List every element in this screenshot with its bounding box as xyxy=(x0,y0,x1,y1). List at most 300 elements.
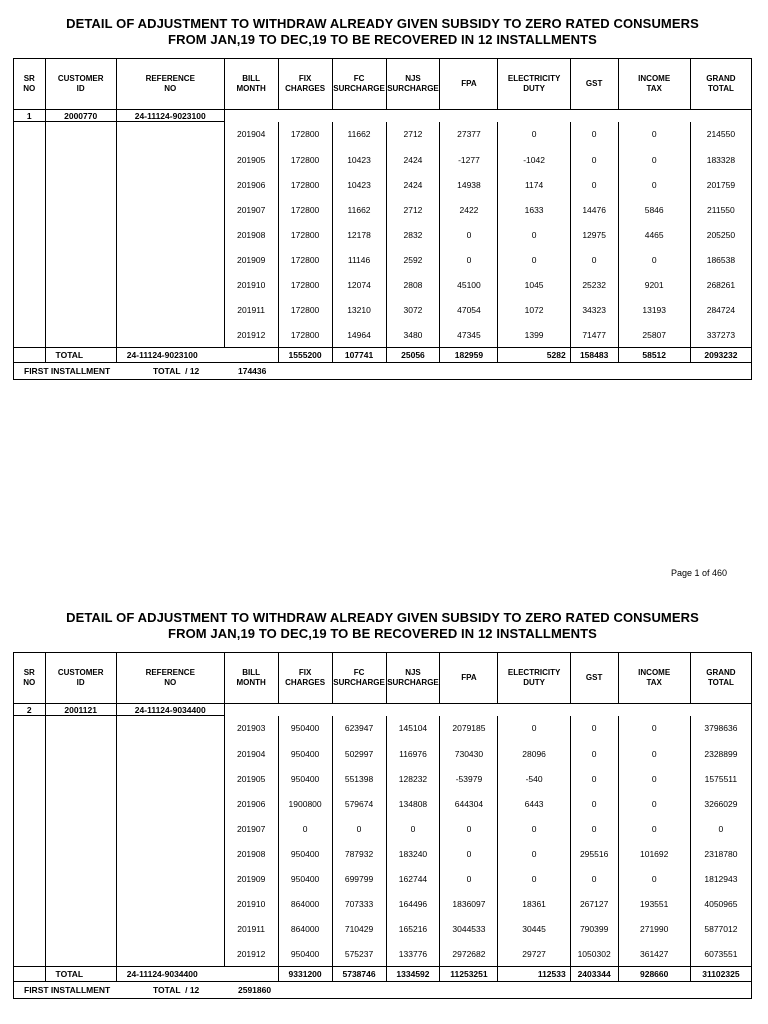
table-row xyxy=(14,147,752,172)
table-row xyxy=(14,941,752,967)
empty-cell xyxy=(45,716,116,742)
total-njs: 1334592 xyxy=(386,967,440,982)
total-gst: 2403344 xyxy=(570,967,618,982)
cell-bill: 201907 xyxy=(224,816,278,841)
cell-fpa: 14938 xyxy=(440,172,498,197)
customer-row-filler xyxy=(224,704,751,716)
total-grand: 31102325 xyxy=(690,967,751,982)
cell-bill: 201907 xyxy=(224,197,278,222)
total-fpa: 11253251 xyxy=(440,967,498,982)
cell-fc: 707333 xyxy=(332,891,386,916)
total-fc: 5738746 xyxy=(332,967,386,982)
empty-cell xyxy=(14,172,46,197)
column-header-grand xyxy=(690,653,751,704)
column-header-fix xyxy=(278,59,332,110)
cell-njs: 134808 xyxy=(386,791,440,816)
cell-fix: 0 xyxy=(278,816,332,841)
cell-bill: 201912 xyxy=(224,322,278,348)
empty-cell xyxy=(14,766,46,791)
cell-bill: 201903 xyxy=(224,716,278,742)
empty-cell xyxy=(116,172,224,197)
table-row xyxy=(14,841,752,866)
empty-cell xyxy=(14,816,46,841)
cell-njs: 183240 xyxy=(386,841,440,866)
column-header-fc xyxy=(332,59,386,110)
column-header-line: CUSTOMER xyxy=(57,668,104,677)
cell-fix: 172800 xyxy=(278,222,332,247)
total-fix: 1555200 xyxy=(278,348,332,363)
column-header-fpa: FPA xyxy=(440,59,498,110)
cell-fix: 1900800 xyxy=(278,791,332,816)
installment-amount: 174436 xyxy=(238,366,267,376)
column-header-line: DUTY xyxy=(523,678,545,687)
cell-bill: 201908 xyxy=(224,841,278,866)
empty-cell xyxy=(14,147,46,172)
empty-cell xyxy=(116,322,224,348)
total-elec: 5282 xyxy=(498,348,570,363)
cell-grand: 2328899 xyxy=(690,741,751,766)
total-gst: 158483 xyxy=(570,348,618,363)
column-header-line: FC xyxy=(353,74,365,83)
empty-cell xyxy=(45,791,116,816)
empty-cell xyxy=(14,348,46,363)
cell-fc: 12074 xyxy=(332,272,386,297)
column-header-ref xyxy=(116,653,224,704)
column-header-grand xyxy=(690,59,751,110)
empty-cell xyxy=(116,272,224,297)
cell-fix: 172800 xyxy=(278,147,332,172)
cell-njs: 3072 xyxy=(386,297,440,322)
cell-bill: 201906 xyxy=(224,791,278,816)
empty-cell xyxy=(14,322,46,348)
column-header-sr xyxy=(14,653,46,704)
customer-row xyxy=(14,704,752,716)
column-header-cust xyxy=(45,59,116,110)
cell-tax: 0 xyxy=(618,172,690,197)
cell-fpa: 644304 xyxy=(440,791,498,816)
cell-gst: 0 xyxy=(570,866,618,891)
cell-fpa: 47345 xyxy=(440,322,498,348)
column-header-gst: GST xyxy=(570,59,618,110)
cell-elec: 1633 xyxy=(498,197,570,222)
column-header-line: INCOME xyxy=(638,668,671,677)
cell-fc: 579674 xyxy=(332,791,386,816)
cell-grand: 205250 xyxy=(690,222,751,247)
cell-fc: 10423 xyxy=(332,172,386,197)
table-header-row xyxy=(14,59,752,110)
cell-elec: 0 xyxy=(498,841,570,866)
total-reference: 24-11124-9023100 xyxy=(116,348,278,363)
cell-gst: 1050302 xyxy=(570,941,618,967)
cell-fix: 172800 xyxy=(278,197,332,222)
column-header-gst: GST xyxy=(570,653,618,704)
empty-cell xyxy=(116,147,224,172)
cell-fc: 10423 xyxy=(332,147,386,172)
column-header-ref xyxy=(116,59,224,110)
column-header-line: DUTY xyxy=(523,84,545,93)
cell-njs: 2424 xyxy=(386,172,440,197)
cell-bill: 201911 xyxy=(224,297,278,322)
cell-fpa: 27377 xyxy=(440,122,498,148)
column-header-line: TOTAL xyxy=(707,84,734,93)
cell-tax: 4465 xyxy=(618,222,690,247)
total-fc: 107741 xyxy=(332,348,386,363)
empty-cell xyxy=(116,841,224,866)
cell-njs: 2712 xyxy=(386,197,440,222)
cell-grand: 1575511 xyxy=(690,766,751,791)
cell-fc: 12178 xyxy=(332,222,386,247)
table-row xyxy=(14,322,752,348)
cell-fc: 787932 xyxy=(332,841,386,866)
total-elec: 112533 xyxy=(498,967,570,982)
cell-gst: 0 xyxy=(570,147,618,172)
empty-cell xyxy=(14,841,46,866)
cell-fix: 950400 xyxy=(278,741,332,766)
cell-tax: 0 xyxy=(618,147,690,172)
empty-cell xyxy=(45,122,116,148)
cell-tax: 0 xyxy=(618,766,690,791)
column-header-line: GRAND xyxy=(706,668,736,677)
cell-grand: 3266029 xyxy=(690,791,751,816)
reference-no: 24-11124-9023100 xyxy=(116,110,224,122)
table-row xyxy=(14,716,752,742)
column-header-cust xyxy=(45,653,116,704)
cell-fpa: -53979 xyxy=(440,766,498,791)
column-header-line: FIX xyxy=(298,74,312,83)
cell-elec: 0 xyxy=(498,122,570,148)
cell-bill: 201910 xyxy=(224,891,278,916)
cell-gst: 295516 xyxy=(570,841,618,866)
cell-grand: 0 xyxy=(690,816,751,841)
cell-tax: 25807 xyxy=(618,322,690,348)
cell-njs: 2832 xyxy=(386,222,440,247)
cell-njs: 133776 xyxy=(386,941,440,967)
column-header-line: SURCHARGE xyxy=(333,84,385,93)
cell-njs: 2592 xyxy=(386,247,440,272)
column-header-line: NJS xyxy=(405,668,421,677)
cell-grand: 211550 xyxy=(690,197,751,222)
first-installment-label: FIRST INSTALLMENT xyxy=(24,985,111,995)
cell-grand: 186538 xyxy=(690,247,751,272)
cell-tax: 0 xyxy=(618,247,690,272)
report-title: DETAIL OF ADJUSTMENT TO WITHDRAW ALREADY GIVEN SUBSIDY TO ZERO RATED CONSUMERS xyxy=(66,16,699,31)
column-header-line: NO xyxy=(23,678,36,687)
cell-gst: 71477 xyxy=(570,322,618,348)
cell-njs: 116976 xyxy=(386,741,440,766)
report-subtitle: FROM JAN,19 TO DEC,19 TO BE RECOVERED IN 12 INSTALLMENTS xyxy=(168,32,597,47)
cell-bill: 201906 xyxy=(224,172,278,197)
total-grand: 2093232 xyxy=(690,348,751,363)
empty-cell xyxy=(45,841,116,866)
cell-njs: 3480 xyxy=(386,322,440,348)
table-row xyxy=(14,272,752,297)
column-header-line: TAX xyxy=(646,84,662,93)
cell-grand: 183328 xyxy=(690,147,751,172)
cell-elec: 1045 xyxy=(498,272,570,297)
first-installment-row xyxy=(13,982,752,999)
cell-elec: 0 xyxy=(498,816,570,841)
column-header-line: ID xyxy=(76,84,85,93)
column-header-line: REFERENCE xyxy=(145,668,195,677)
empty-cell xyxy=(45,272,116,297)
empty-cell xyxy=(116,741,224,766)
cell-grand: 337273 xyxy=(690,322,751,348)
cell-fpa: 2079185 xyxy=(440,716,498,742)
cell-njs: 2808 xyxy=(386,272,440,297)
cell-fix: 950400 xyxy=(278,841,332,866)
empty-cell xyxy=(116,247,224,272)
report-title: DETAIL OF ADJUSTMENT TO WITHDRAW ALREADY GIVEN SUBSIDY TO ZERO RATED CONSUMERS xyxy=(66,610,699,625)
column-header-line: BILL xyxy=(242,74,261,83)
column-header-line: BILL xyxy=(242,668,261,677)
cell-grand: 6073551 xyxy=(690,941,751,967)
cell-fpa: -1277 xyxy=(440,147,498,172)
cell-tax: 0 xyxy=(618,866,690,891)
empty-cell xyxy=(116,222,224,247)
cell-bill: 201905 xyxy=(224,766,278,791)
cell-gst: 0 xyxy=(570,766,618,791)
column-header-line: FC xyxy=(353,668,365,677)
cell-elec: 6443 xyxy=(498,791,570,816)
empty-cell xyxy=(116,866,224,891)
empty-cell xyxy=(14,272,46,297)
cell-bill: 201911 xyxy=(224,916,278,941)
cell-njs: 162744 xyxy=(386,866,440,891)
cell-fpa: 45100 xyxy=(440,272,498,297)
column-header-line: NO xyxy=(164,678,177,687)
empty-cell xyxy=(116,791,224,816)
cell-grand: 201759 xyxy=(690,172,751,197)
empty-cell xyxy=(45,866,116,891)
empty-cell xyxy=(116,122,224,148)
cell-grand: 214550 xyxy=(690,122,751,148)
total-njs: 25056 xyxy=(386,348,440,363)
cell-njs: 145104 xyxy=(386,716,440,742)
cell-fpa: 1836097 xyxy=(440,891,498,916)
cell-fpa: 0 xyxy=(440,866,498,891)
column-header-fc xyxy=(332,653,386,704)
column-header-line: SR xyxy=(23,668,35,677)
cell-fc: 11146 xyxy=(332,247,386,272)
cell-elec: -1042 xyxy=(498,147,570,172)
customer-id: 2000770 xyxy=(45,110,116,122)
cell-fix: 172800 xyxy=(278,172,332,197)
cell-tax: 193551 xyxy=(618,891,690,916)
column-header-bill xyxy=(224,59,278,110)
cell-fpa: 2972682 xyxy=(440,941,498,967)
cell-elec: 0 xyxy=(498,716,570,742)
empty-cell xyxy=(14,891,46,916)
cell-njs: 128232 xyxy=(386,766,440,791)
column-header-njs xyxy=(386,653,440,704)
total-tax: 928660 xyxy=(618,967,690,982)
empty-cell xyxy=(45,197,116,222)
cell-bill: 201910 xyxy=(224,272,278,297)
cell-gst: 12975 xyxy=(570,222,618,247)
cell-tax: 0 xyxy=(618,741,690,766)
adjustment-table xyxy=(13,58,752,363)
customer-row-filler xyxy=(224,110,751,122)
report-section xyxy=(13,610,752,999)
cell-fc: 623947 xyxy=(332,716,386,742)
cell-grand: 5877012 xyxy=(690,916,751,941)
report-subtitle: FROM JAN,19 TO DEC,19 TO BE RECOVERED IN 12 INSTALLMENTS xyxy=(168,626,597,641)
customer-row xyxy=(14,110,752,122)
cell-fc: 710429 xyxy=(332,916,386,941)
column-header-line: GRAND xyxy=(706,74,736,83)
first-installment-label: FIRST INSTALLMENT xyxy=(24,366,111,376)
table-row xyxy=(14,891,752,916)
cell-elec: 30445 xyxy=(498,916,570,941)
empty-cell xyxy=(116,297,224,322)
empty-cell xyxy=(14,941,46,967)
cell-gst: 34323 xyxy=(570,297,618,322)
column-header-line: SURCHARGE xyxy=(387,678,439,687)
cell-njs: 164496 xyxy=(386,891,440,916)
cell-fix: 172800 xyxy=(278,297,332,322)
cell-elec: 29727 xyxy=(498,941,570,967)
table-header-row xyxy=(14,653,752,704)
reference-no: 24-11124-9034400 xyxy=(116,704,224,716)
cell-fix: 864000 xyxy=(278,891,332,916)
cell-fix: 950400 xyxy=(278,766,332,791)
cell-fpa: 0 xyxy=(440,816,498,841)
table-row xyxy=(14,297,752,322)
cell-fpa: 730430 xyxy=(440,741,498,766)
cell-fc: 0 xyxy=(332,816,386,841)
column-header-line: TOTAL xyxy=(707,678,734,687)
column-header-line: NO xyxy=(164,84,177,93)
column-header-line: NO xyxy=(23,84,36,93)
cell-elec: -540 xyxy=(498,766,570,791)
cell-tax: 5846 xyxy=(618,197,690,222)
cell-fpa: 2422 xyxy=(440,197,498,222)
cell-elec: 0 xyxy=(498,866,570,891)
cell-tax: 13193 xyxy=(618,297,690,322)
empty-cell xyxy=(14,197,46,222)
cell-tax: 0 xyxy=(618,816,690,841)
column-header-njs xyxy=(386,59,440,110)
empty-cell xyxy=(45,297,116,322)
cell-bill: 201905 xyxy=(224,147,278,172)
cell-fix: 172800 xyxy=(278,122,332,148)
column-header-line: SURCHARGE xyxy=(333,678,385,687)
cell-gst: 0 xyxy=(570,741,618,766)
total-fpa: 182959 xyxy=(440,348,498,363)
column-header-line: CHARGES xyxy=(285,84,326,93)
cell-fix: 950400 xyxy=(278,866,332,891)
column-header-tax xyxy=(618,653,690,704)
cell-elec: 28096 xyxy=(498,741,570,766)
cell-njs: 2712 xyxy=(386,122,440,148)
empty-cell xyxy=(116,891,224,916)
cell-fix: 172800 xyxy=(278,247,332,272)
column-header-sr xyxy=(14,59,46,110)
table-row xyxy=(14,916,752,941)
column-header-elec xyxy=(498,653,570,704)
empty-cell xyxy=(14,967,46,982)
empty-cell xyxy=(14,222,46,247)
empty-cell xyxy=(45,741,116,766)
page-number: Page 1 of 460 xyxy=(671,568,728,578)
column-header-line: CHARGES xyxy=(285,678,326,687)
column-header-fpa: FPA xyxy=(440,653,498,704)
total-tax: 58512 xyxy=(618,348,690,363)
cell-fc: 14964 xyxy=(332,322,386,348)
empty-cell xyxy=(116,816,224,841)
cell-elec: 18361 xyxy=(498,891,570,916)
cell-tax: 0 xyxy=(618,791,690,816)
empty-cell xyxy=(14,122,46,148)
cell-tax: 0 xyxy=(618,716,690,742)
column-header-line: MONTH xyxy=(236,84,266,93)
cell-gst: 25232 xyxy=(570,272,618,297)
column-header-line: SR xyxy=(23,74,35,83)
column-header-line: MONTH xyxy=(236,678,266,687)
cell-bill: 201904 xyxy=(224,741,278,766)
column-header-elec xyxy=(498,59,570,110)
column-header-line: INCOME xyxy=(638,74,671,83)
column-header-line: ID xyxy=(76,678,85,687)
cell-gst: 0 xyxy=(570,122,618,148)
cell-gst: 790399 xyxy=(570,916,618,941)
cell-elec: 1399 xyxy=(498,322,570,348)
cell-fc: 13210 xyxy=(332,297,386,322)
total-fix: 9331200 xyxy=(278,967,332,982)
column-header-line: TAX xyxy=(646,678,662,687)
cell-fc: 11662 xyxy=(332,122,386,148)
empty-cell xyxy=(14,916,46,941)
cell-fpa: 0 xyxy=(440,222,498,247)
cell-fpa: 3044533 xyxy=(440,916,498,941)
cell-grand: 3798636 xyxy=(690,716,751,742)
column-header-line: ELECTRICITY xyxy=(507,668,561,677)
total-label: TOTAL xyxy=(45,967,116,982)
empty-cell xyxy=(14,741,46,766)
empty-cell xyxy=(45,172,116,197)
first-installment-row xyxy=(13,363,752,380)
cell-njs: 0 xyxy=(386,816,440,841)
empty-cell xyxy=(116,941,224,967)
cell-gst: 0 xyxy=(570,247,618,272)
column-header-line: REFERENCE xyxy=(145,74,195,83)
sr-no: 1 xyxy=(14,110,46,122)
cell-fix: 950400 xyxy=(278,716,332,742)
empty-cell xyxy=(14,247,46,272)
column-header-line: CUSTOMER xyxy=(57,74,104,83)
empty-cell xyxy=(14,866,46,891)
table-row xyxy=(14,197,752,222)
cell-tax: 9201 xyxy=(618,272,690,297)
empty-cell xyxy=(116,197,224,222)
cell-gst: 0 xyxy=(570,791,618,816)
cell-tax: 0 xyxy=(618,122,690,148)
empty-cell xyxy=(116,716,224,742)
empty-cell xyxy=(45,891,116,916)
table-row xyxy=(14,766,752,791)
cell-fc: 575237 xyxy=(332,941,386,967)
cell-bill: 201909 xyxy=(224,247,278,272)
cell-njs: 2424 xyxy=(386,147,440,172)
table-row xyxy=(14,816,752,841)
cell-gst: 0 xyxy=(570,816,618,841)
empty-cell xyxy=(45,766,116,791)
cell-fix: 950400 xyxy=(278,941,332,967)
sr-no: 2 xyxy=(14,704,46,716)
cell-njs: 165216 xyxy=(386,916,440,941)
empty-cell xyxy=(45,222,116,247)
table-row xyxy=(14,122,752,148)
